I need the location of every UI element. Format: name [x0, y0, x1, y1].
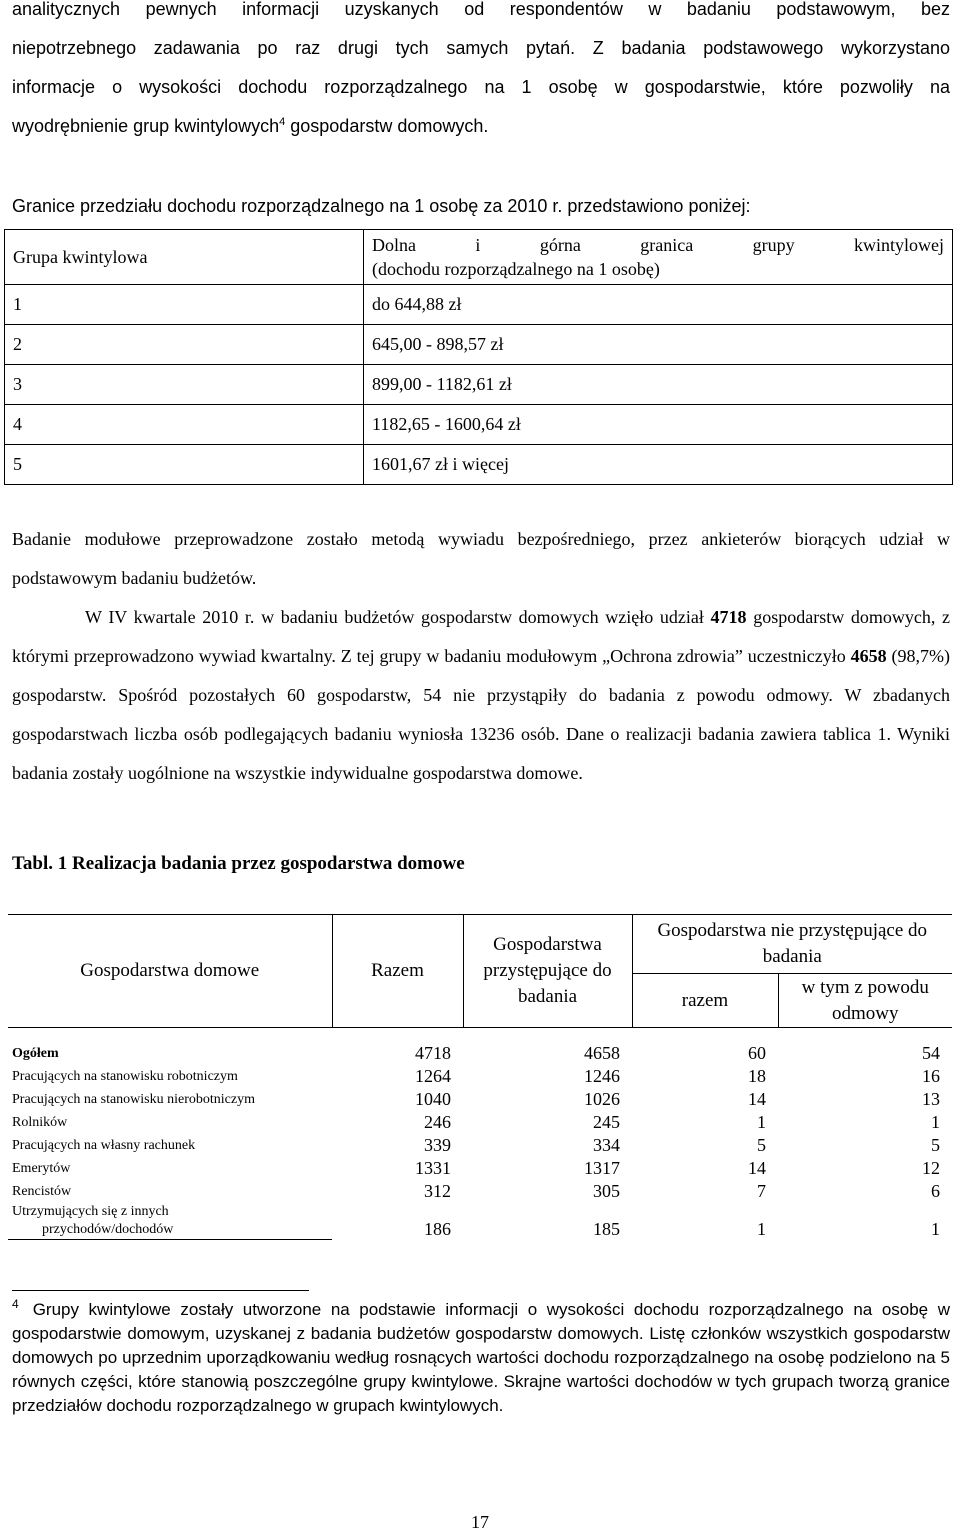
table-row: 5 1601,67 zł i więcej — [5, 445, 953, 485]
quintile-table-header — [5, 230, 953, 285]
realization-paragraph: W IV kwartale 2010 r. w badaniu budżetów gospodarstw domowych wzięło udział 4718 gospodarstw domowych, z którymi przeprowadzono wywiad kwartalny. Z tej grupy w badaniu modułowym „Ochrona zdrowia” uczestniczyło 4658 (98,7%) gospodarstw. Spośród pozostałych 60 gospodarstw, 54 nie przystąpiły do badania z powodu odmowy. W zbadanych gospodarstwach liczba osób podlegających badaniu wyniosła 13236 osób. Dane o realizacji badania zawiera tablica 1. Wyniki badania zostały uogólnione na wszystkie indywidualne gospodarstwa domowe. — [12, 607, 950, 783]
col-not-participating-header: Gospodarstwa nie przystępujące do badania — [632, 915, 952, 974]
col-participating-header: Gospodarstwa przystępujące do badania — [463, 915, 632, 1028]
table-row: 1 do 644,88 zł — [5, 285, 953, 325]
intro-paragraph — [12, 0, 950, 146]
table-row: Emerytów 1331 1317 14 12 — [12, 1158, 940, 1178]
footnote-separator — [12, 1290, 309, 1291]
page-number: 17 — [471, 1512, 489, 1532]
col-households-header: Gospodarstwa domowe — [8, 915, 332, 1028]
intro-line-1: analitycznych pewnych informacji uzyskanych od respondentów w badaniu podstawowym, bez — [12, 0, 950, 19]
intro-line-4: wyodrębnienie grup kwintylowych$^4$ gospodarstw domowych. — [12, 116, 489, 136]
table1-title: Tabl. 1 Realizacja badania przez gospodarstwa domowe — [12, 853, 465, 874]
method-paragraph: Badanie modułowe przeprowadzone zostało metodą wywiadu bezpośredniego, przez ankieterów biorących udział w podstawowym badaniu budżetów. — [12, 529, 950, 588]
table-row: Pracujących na stanowisku robotniczym 1264 1246 18 16 — [12, 1066, 940, 1086]
quintile-col2-header: Dolna i górna granica grupy kwintylowej (dochodu rozporządzalnego na 1 osobę) — [364, 230, 953, 285]
table-row: Ogółem 4718 4658 60 54 — [12, 1043, 940, 1063]
table-row: Rencistów 312 305 7 6 — [12, 1181, 940, 1201]
footnote-mark: 4 — [12, 1297, 19, 1312]
footnote-ref-4[interactable]: 4 — [279, 116, 286, 128]
table-row: 4 1182,65 - 1600,64 zł — [5, 405, 953, 445]
table-row: Rolników 246 245 1 1 — [12, 1112, 940, 1132]
quintile-intro: Granice przedziału dochodu rozporządzalnego na 1 osobę za 2010 r. przedstawiono poniżej: — [12, 196, 751, 216]
table-row: Utrzymujących się z innych przychodów/dochodów 186 185 1 1 — [8, 1203, 952, 1240]
table-row: 3 899,00 - 1182,61 zł — [5, 365, 953, 405]
realization-table — [8, 914, 952, 1240]
table-row: Pracujących na stanowisku nierobotniczym 1040 1026 14 13 — [12, 1089, 940, 1109]
col-total-header: Razem — [332, 915, 463, 1028]
col-np-refusal-header: w tym z powodu odmowy — [778, 974, 952, 1028]
col-np-total-header: razem — [632, 974, 778, 1028]
quintile-table — [4, 229, 953, 485]
table-row: Pracujących na własny rachunek 339 334 5 5 — [12, 1135, 940, 1155]
intro-line-2: niepotrzebnego zadawania po raz drugi tych samych pytań. Z badania podstawowego wykorzystano — [12, 38, 950, 58]
table-row: 2 645,00 - 898,57 zł — [5, 325, 953, 365]
footnote-text: Grupy kwintylowe zostały utworzone na podstawie informacji o wysokości dochodu rozporządzalnego na osobę w gospodarstwie domowym, uzyskanej z badania budżetów gospodarstw domowych. Listę członków wszystkich gospodarstw domowych po uprzednim uporządkowaniu według rosnących wartości dochodu rozporządzalnego na osobę podzielono na 5 równych części, które stanowią poszczególne grupy kwintylowe. Skrajne wartości dochodów w tych grupach tworzą granice przedziałów dochodu rozporządzalnego w grupach kwintylowych. — [12, 1300, 950, 1415]
footnote — [12, 1298, 950, 1418]
intro-line-3: informacje o wysokości dochodu rozporządzalnego na 1 osobę w gospodarstwie, które pozwoliły na — [12, 77, 950, 97]
quintile-col1-header: Grupa kwintylowa — [5, 230, 364, 285]
